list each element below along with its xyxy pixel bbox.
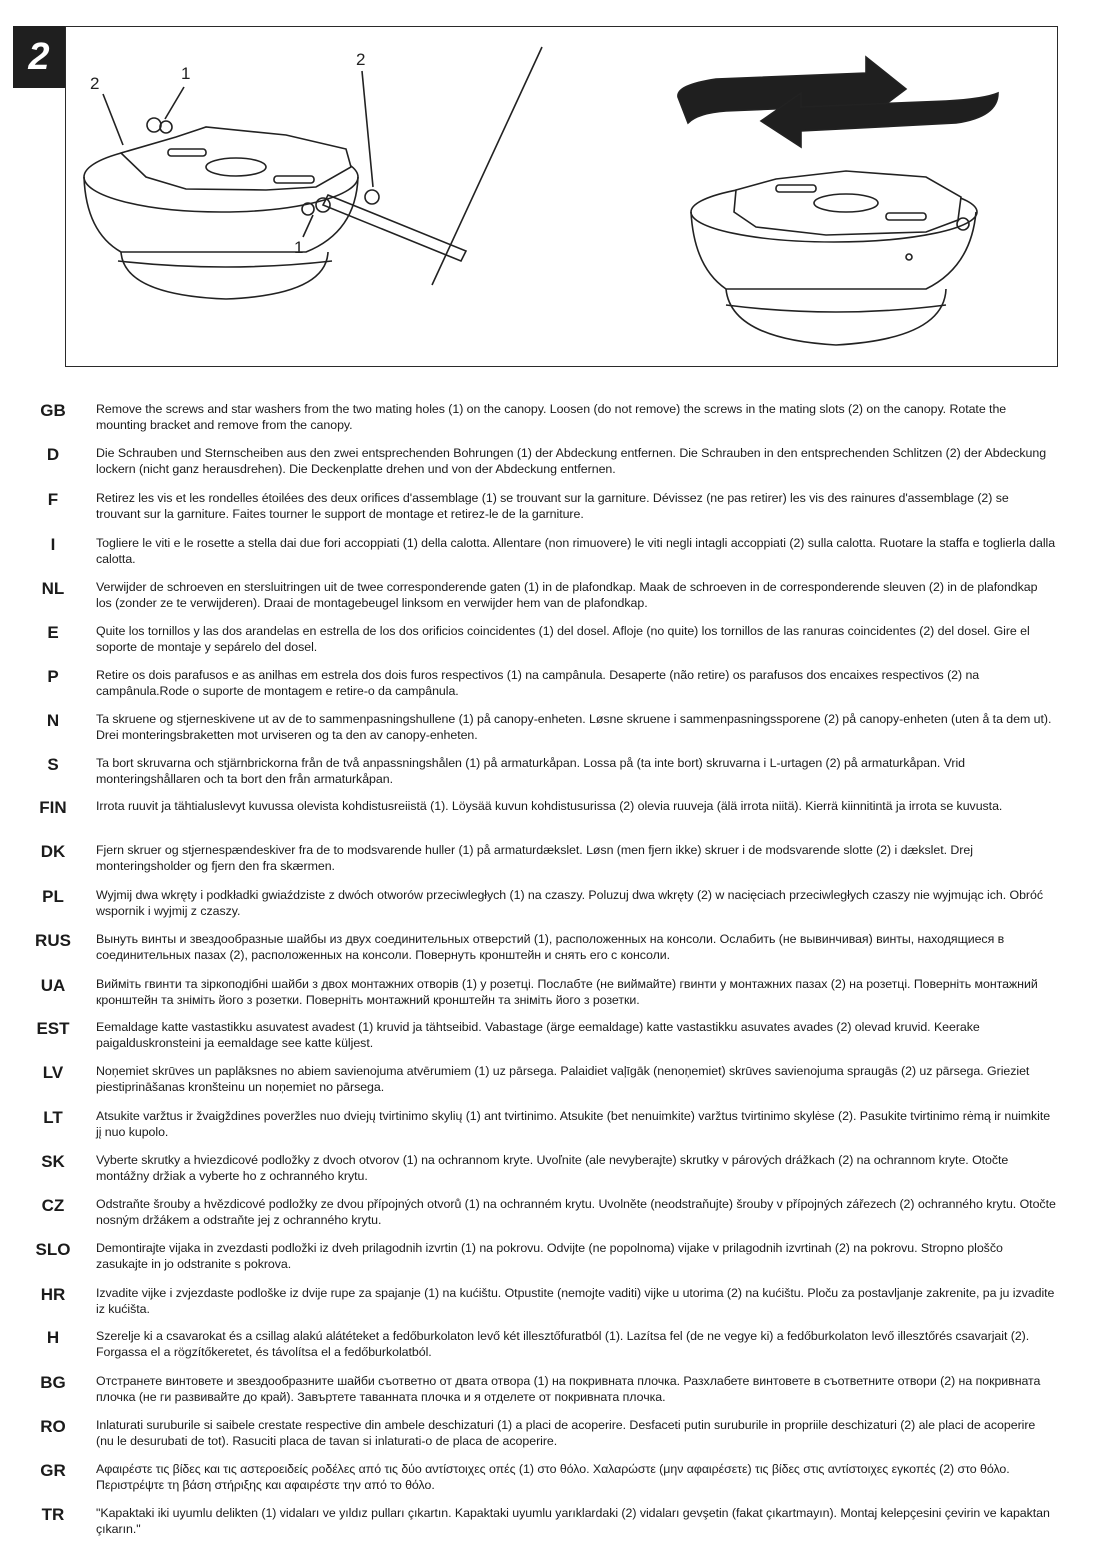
instruction-text: Αφαιρέστε τις βίδες και τις αστεροειδείς ροδέλες από τις δύο αντίστοιχες οπές (1) στο θόλο. Χαλαρώστε (μην αφαιρέσετε) τις βίδες στις αντίστοιχες εγκοπές (2) στο θόλο. Περιστρέψτε τη βάση στήριξης και αφαιρέστε την από το θόλο. bbox=[96, 1462, 1010, 1492]
instruction-text: Ta skruene og stjerneskivene ut av de to sammenpasningshullene (1) på canopy-enheten. Løsne skruene i sammenpasningssporene (2) på canopy-enheten (uten å ta dem ut). Drei monteringsbraketten mot urviseren og ta den av canopy-enheten. bbox=[96, 712, 1052, 742]
callout-2-left: 2 bbox=[90, 74, 100, 93]
instruction-text: "Kapaktaki iki uyumlu delikten (1) vidaları ve yıldız pulları çıkartın. Kapaktaki uyumlu yarıklardaki (2) vidaları gevşetin (fakat çıkartmayın). Montaj kelepçesini çevirin ve kapaktan çıkarın." bbox=[96, 1506, 1050, 1536]
language-code: I bbox=[50, 535, 56, 554]
language-code: NL bbox=[41, 579, 65, 598]
callout-1-bottom: 1 bbox=[294, 238, 304, 257]
language-code: EST bbox=[36, 1019, 70, 1038]
instruction-text: Demontirajte vijaka in zvezdasti podložki iz dveh prilagodnih izvrtin (1) na pokrovu. Odvijte (ne popolnoma) vijake v prilagodnih izvrtinah (2) na pokrovu. Stropno ploščo zasukajte in jo odstranite s pokrova. bbox=[96, 1241, 1003, 1271]
illustration-frame bbox=[65, 26, 1058, 367]
mounting-illustration bbox=[66, 27, 1059, 368]
language-code: UA bbox=[40, 976, 66, 995]
instruction-text: Отстранете винтовете и звездообразните шайби съответно от двата отвора (1) на покривната плочка. Разхлабете винтовете в съответните отвори (2) на покривната плочка (не ги развивайте до край). Завъртете таванната плочка и я отделете от покривната плочка. bbox=[96, 1374, 1041, 1404]
callout-1-top: 1 bbox=[181, 64, 191, 83]
language-code: PL bbox=[42, 887, 64, 906]
instruction-text: Verwijder de schroeven en stersluitringen uit de twee corresponderende gaten (1) in de plafondkap. Maak de schroeven in de corresponderende sleuven (2) in de plafondkap los (zonder ze te verwijderen). Draai de montagebeugel linksom en verwijder hem van de plafondkap. bbox=[96, 580, 1038, 610]
instruction-text: Retirez les vis et les rondelles étoilées des deux orifices d'assemblage (1) se trouvant sur la garniture. Dévissez (ne pas retirer) les vis des rainures d'assemblage (2) se trouvant sur la garniture. Faites tourner le support de montage et retirez-le de la garniture. bbox=[96, 491, 1009, 521]
step-number-badge: 2 bbox=[13, 26, 65, 88]
language-code: N bbox=[46, 711, 60, 730]
language-code: SLO bbox=[35, 1240, 71, 1259]
language-code: D bbox=[46, 445, 60, 464]
instruction-text: Вийміть гвинти та зіркоподібні шайби з двох монтажних отворів (1) у розетці. Послабте (не виймайте) гвинти у монтажних пазах (2) на розетці. Поверніть монтажний кронштейн та зніміть його з розетки. Поверніть монтажний кронштейн та зніміть його з розетки. bbox=[96, 977, 1038, 1007]
language-code: H bbox=[46, 1328, 60, 1347]
language-code: P bbox=[47, 667, 59, 686]
instruction-text: Remove the screws and star washers from the two mating holes (1) on the canopy. Loosen (do not remove) the screws in the mating slots (2) on the canopy. Rotate the mounting bracket and remove from the canopy. bbox=[96, 402, 1007, 432]
language-code: BG bbox=[40, 1373, 66, 1392]
instruction-text: Retire os dois parafusos e as anilhas em estrela dos dois furos respectivos (1) na campânula. Desaperte (não retire) os parafusos dos encaixes respectivos (2) na campânula.Rode o suporte de montagem e retire-o da campânula. bbox=[96, 668, 980, 698]
instruction-text: Izvadite vijke i zvjezdaste podloške iz dvije rupe za spajanje (1) na kućištu. Otpustite (nemojte vaditi) vijke u utorima (2) na kućištu. Ploču za postavljanje zakrenite, pa ju izvadite iz kućišta. bbox=[96, 1286, 1055, 1316]
language-code: HR bbox=[40, 1285, 66, 1304]
instruction-text: Die Schrauben und Sternscheiben aus den zwei entsprechenden Bohrungen (1) der Abdeckung entfernen. Die Schrauben in den entsprechenden Schlitzen (2) der Abdeckung lockern (nicht ganz herausdrehen). Die Deckenplatte drehen und von der Abdeckung entfernen. bbox=[96, 446, 1047, 476]
instruction-text: Eemaldage katte vastastikku asuvatest avadest (1) kruvid ja tähtseibid. Vabastage (ärge eemaldage) katte vastastikku asuvates avades (2) olevad kruvid. Keerake paigalduskronsteini ja eemaldage see katte küljest. bbox=[96, 1020, 980, 1050]
language-code: LT bbox=[43, 1108, 63, 1127]
language-code: GB bbox=[40, 401, 66, 420]
instruction-text: Irrota ruuvit ja tähtialuslevyt kuvussa olevista kohdistusreiistä (1). Löysää kuvun kohdistusurissa (2) olevia ruuveja (älä irrota niitä). Kierrä kiinnitintä ja irrota se kuvusta. bbox=[96, 799, 1003, 813]
language-code: CZ bbox=[41, 1196, 65, 1215]
instruction-text: Odstraňte šrouby a hvězdicové podložky ze dvou přípojných otvorů (1) na ochranném krytu. Uvolněte (neodstraňujte) šrouby v přípojných zářezech (2) ochranného krytu. Otočte nosným držákem a odstraňte jej z ochranného krytu. bbox=[96, 1197, 1056, 1227]
language-code: GR bbox=[40, 1461, 66, 1480]
language-code: DK bbox=[40, 842, 66, 861]
language-code: LV bbox=[42, 1063, 64, 1082]
instruction-text: Inlaturati suruburile si saibele crestate respective din ambele deschizaturi (1) a placi de acoperire. Desfaceti putin suruburile in propriile deschizaturi (2) ale placi de acoperire (nu le desurubati de tot). Rasuciti placa de tavan si inlaturati-o de placa de acoperire. bbox=[96, 1418, 1036, 1448]
instruction-text: Szerelje ki a csavarokat és a csillag alakú alátéteket a fedőburkolaton levő két illesztőfuratból (1). Lazítsa fel (de ne vegye ki) a fedőburkolaton levő illesztőrés csavarjait (2). Forgassa el a rögzítőkeretet, és távolítsa el a fedőburkolatból. bbox=[96, 1329, 1030, 1359]
instruction-text: Вынуть винты и звездообразные шайбы из двух соединительных отверстий (1), расположенных на консоли. Ослабить (не вывинчивая) винты, находящиеся в соединительных пазах (2), расположенных на консоли. Повернуть кронштейн и снять его с консоли. bbox=[96, 932, 1005, 962]
language-code: SK bbox=[41, 1152, 65, 1171]
language-code: E bbox=[47, 623, 59, 642]
language-code: RO bbox=[40, 1417, 66, 1436]
callout-2-right: 2 bbox=[356, 50, 366, 69]
instruction-text: Fjern skruer og stjernespændeskiver fra de to modsvarende huller (1) på armaturdækslet. Løsn (men fjern ikke) skruer i de modsvarende slotte (2) i dækslet. Drej monteringsholder og fjern den fra skærmen. bbox=[96, 843, 973, 873]
language-code: FIN bbox=[39, 798, 67, 817]
instruction-text: Vyberte skrutky a hviezdicové podložky z dvoch otvorov (1) na ochrannom kryte. Uvoľnite (ale nevyberajte) skrutky v párových drážkach (2) na ochrannom kryte. Otočte montážny držiak a vyberte ho z ochranného krytu. bbox=[96, 1153, 1009, 1183]
instruction-text: Wyjmij dwa wkręty i podkładki gwiaździste z dwóch otworów przeciwległych (1) na czaszy. Poluzuj dwa wkręty (2) w nacięciach przeciwległych czaszy nie wyjmując ich. Obróć wspornik i wyjmij z czaszy. bbox=[96, 888, 1043, 918]
instruction-text: Togliere le viti e le rosette a stella dai due fori accoppiati (1) della calotta. Allentare (non rimuovere) le viti negli intagli accoppiati (2) sulla calotta. Ruotare la staffa e toglierla dalla calotta. bbox=[96, 536, 1056, 566]
language-code: TR bbox=[41, 1505, 65, 1524]
instruction-text: Noņemiet skrūves un paplāksnes no abiem savienojuma atvērumiem (1) uz pārsega. Palaidiet vaļīgāk (nenoņemiet) skrūves savienojuma spraugās (2) uz pārsega. Grieziet piestiprināšanas kronšteinu un noņemiet no pārsega. bbox=[96, 1064, 1030, 1094]
instruction-text: Atsukite varžtus ir žvaigždines poveržles nuo dviejų tvirtinimo skylių (1) ant tvirtinimo. Atsukite (bet nenuimkite) varžtus tvirtinimo skylėse (2). Pasukite tvirtinimo rėmą ir nuimkite jį nuo kupolo. bbox=[96, 1109, 1051, 1139]
instruction-text: Ta bort skruvarna och stjärnbrickorna från de två anpassningshålen (1) på armaturkåpan. Lossa på (ta inte bort) skruvarna i L-urtagen (2) på armaturkåpan. Vrid monteringshållaren och ta bort den från armaturkåpan. bbox=[96, 756, 966, 786]
language-code: RUS bbox=[35, 931, 71, 950]
instruction-text: Quite los tornillos y las dos arandelas en estrella de los dos orificios coincidentes (1) del dosel. Afloje (no quite) los tornillos de las ranuras coincidentes (2) del dosel. Gire el soporte de montaje y sepárelo del dosel. bbox=[96, 624, 1030, 654]
language-code: F bbox=[47, 490, 59, 509]
language-code: S bbox=[47, 755, 59, 774]
